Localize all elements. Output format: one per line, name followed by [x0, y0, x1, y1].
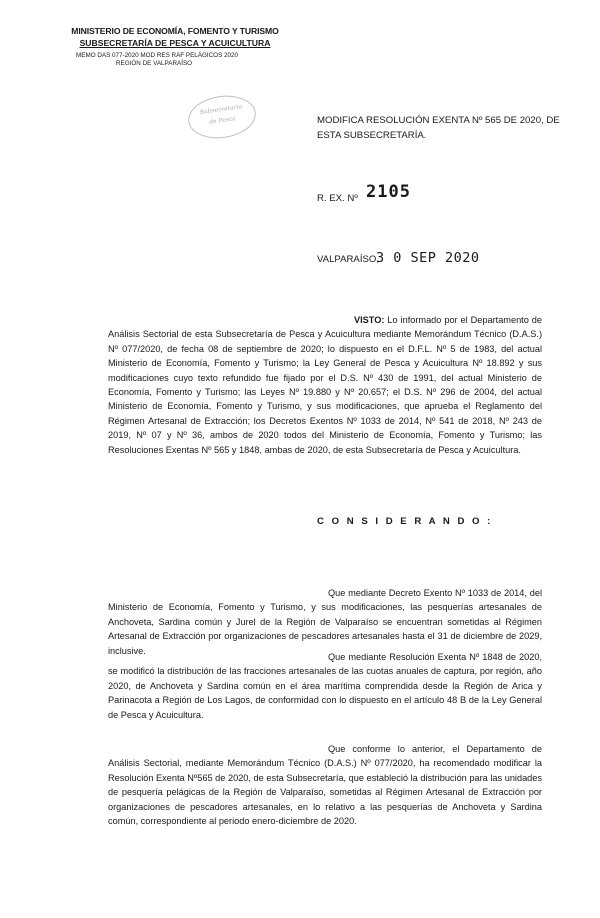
letterhead [60, 26, 290, 67]
considerando-heading: C O N S I D E R A N D O : [317, 516, 493, 527]
dateline-city: VALPARAÍSO, [317, 254, 380, 265]
memo-reference: MEMO DAS 077-2020 MOD RES RAF PELÁGICOS 2020 [76, 52, 239, 59]
visto-paragraph [108, 313, 542, 457]
resolution-number: 2105 [366, 182, 411, 202]
considerando-paragraph-3: Que conforme lo anterior, el Departamento de Análisis Sectorial, mediante Memorándum Técnico (D.A.S.) Nº 077/2020, ha recomendado modificar la Resolución Exenta Nº565 de 2020, de esta Subsecretaría, que estableció la distribución para las unidades de pesquería pelágicas de la Región de Valparaíso, sometidas al Régimen Artesanal de Extracción por organizaciones de pescadores artesanales, en lo relativo a las pesquerías de Anchoveta y Sardina común, correspondiente al periodo enero-diciembre de 2020. [108, 744, 542, 827]
visto-text: Lo informado por el Departamento de Análisis Sectorial de esta Subsecretaría de Pesca y Acuicultura mediante Memorándum Técnico (D.A.S.) Nº 077/2020, de fecha 08 de septiembre de 2020; lo dispuesto en el D.F.L. Nº 5 de 1983, del actual Ministerio de Economía, Fomento y Turismo; la Ley General de Pesca y Acuicultura Nº 18.892 y sus modificaciones cuyo texto refundido fue fijado por el D.S. Nº 430 de 1991, del actual Ministerio de Economía, Fomento y Turismo; las Leyes Nº 19.880 y Nº 20.657; el D.S. Nº 296 de 2004, del actual Ministerio de Economía, Fomento y Turismo, y sus modificaciones, que aprueba el Reglamento del Régimen Artesanal de Extracción; los Decretos Exentos Nº 1033 de 2014, Nº 541 de 2018, Nº 243 de 2019, Nº 07 y Nº 36, ambos de 2020 todos del Ministerio de Economía, Fomento y Turismo; las Resoluciones Exentas Nº 565 y 1848, ambas de 2020, de esta Subsecretaría de Pesca y Acuicultura. [108, 315, 542, 455]
ministry-name: MINISTERIO DE ECONOMÍA, FOMENTO Y TURISMO [71, 26, 279, 36]
document-subject: MODIFICA RESOLUCIÓN EXENTA Nº 565 DE 2020, DE ESTA SUBSECRETARÍA. [317, 115, 560, 141]
date-stamp: 3 0 SEP 2020 [376, 250, 480, 266]
undersecretariat-name: SUBSECRETARÍA DE PESCA Y ACUICULTURA [79, 38, 271, 48]
region-name: REGIÓN DE VALPARAÍSO [116, 60, 193, 67]
considerando-paragraph-1: Que mediante Decreto Exento Nº 1033 de 2014, del Ministerio de Economía, Fomento y Turismo, y sus modificaciones, las pesquerías artesanales de Anchoveta, Sardina común y Jurel de la Región de Valparaíso se encuentran sometidas al Régimen Artesanal de Extracción por organizaciones de pescadores artesanales hasta el 31 de diciembre de 2029, inclusive. [108, 588, 542, 656]
resolution-label: R. EX. Nº [317, 193, 358, 204]
visto-keyword: VISTO: [354, 315, 385, 325]
official-seal: Subsecretaría de Pesca [185, 91, 258, 142]
considerando-paragraph-2: Que mediante Resolución Exenta Nº 1848 de 2020, se modificó la distribución de las fracciones artesanales de las cuotas anuales de captura, por región, año 2020, de Anchoveta y Sardina común en el área marítima comprendida desde la Región de Arica y Parinacota a Región de Los Lagos, de conformidad con lo dispuesto en el artículo 48 B de la Ley General de Pesca y Acuicultura. [108, 652, 542, 720]
